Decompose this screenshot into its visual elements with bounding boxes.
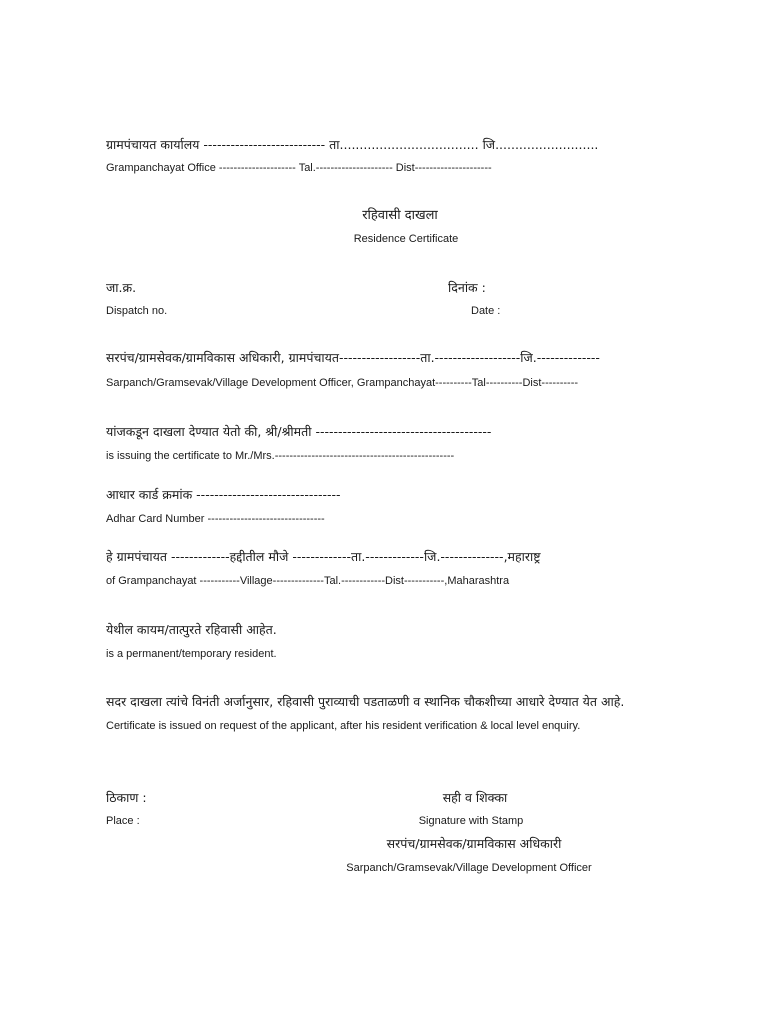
- signature-designation-marathi: सरपंच/ग्रामसेवक/ग्रामविकास अधिकारी: [386, 836, 562, 851]
- residency-line-marathi: येथील कायम/तात्पुरते रहिवासी आहेत.: [106, 622, 277, 637]
- signature-designation-english: Sarpanch/Gramsevak/Village Development Officer: [346, 862, 592, 874]
- issuer-line-marathi: सरपंच/ग्रामसेवक/ग्रामविकास अधिकारी, ग्रामपंचायत------------------ता.-------------------जि.--------------: [106, 350, 600, 365]
- header-office-line-marathi: ग्रामपंचायत कार्यालय --------------------------- ता................................... जि..........................: [106, 137, 599, 152]
- aadhar-line-english: Adhar Card Number --------------------------------: [106, 513, 325, 525]
- residency-line-english: is a permanent/temporary resident.: [106, 648, 277, 660]
- basis-line-marathi: सदर दाखला त्यांचे विनंती अर्जानुसार, रहिवासी पुराव्याची पडताळणी व स्थानिक चौकशीच्या आधारे देण्यात येत आहे.: [106, 694, 625, 709]
- date-label-marathi: दिनांक :: [448, 280, 486, 295]
- signature-label-marathi: सही व शिक्का: [442, 790, 508, 805]
- basis-line-english: Certificate is issued on request of the applicant, after his resident verification & local level enquiry.: [106, 720, 581, 732]
- certificate-title-marathi: रहिवासी दाखला: [362, 208, 438, 223]
- signature-label-english: Signature with Stamp: [418, 815, 524, 827]
- certificate-title-english: Residence Certificate: [353, 233, 459, 245]
- dispatch-label-english: Dispatch no.: [106, 305, 168, 317]
- aadhar-line-marathi: आधार कार्ड क्रमांक --------------------------------: [106, 487, 341, 502]
- location-line-marathi: हे ग्रामपंचायत -------------हद्दीतील मौजे -------------ता.-------------जि.--------------,महाराष्ट्र: [106, 549, 541, 564]
- issuer-line-english: Sarpanch/Gramsevak/Village Development Officer, Grampanchayat----------Tal----------Dist----------: [106, 377, 579, 389]
- place-label-english: Place :: [106, 815, 140, 827]
- location-line-english: of Grampanchayat -----------Village--------------Tal.------------Dist-----------,Maharashtra: [106, 575, 510, 587]
- dispatch-label-marathi: जा.क्र.: [106, 280, 137, 295]
- place-label-marathi: ठिकाण :: [106, 790, 147, 805]
- recipient-line-marathi: यांजकडून दाखला देण्यात येतो की, श्री/श्रीमती ---------------------------------------: [106, 424, 492, 439]
- recipient-line-english: is issuing the certificate to Mr./Mrs.-------------------------------------------------: [106, 450, 455, 462]
- date-label-english: Date :: [471, 305, 501, 317]
- header-office-line-english: Grampanchayat Office --------------------- Tal.--------------------- Dist---------------------: [106, 162, 492, 174]
